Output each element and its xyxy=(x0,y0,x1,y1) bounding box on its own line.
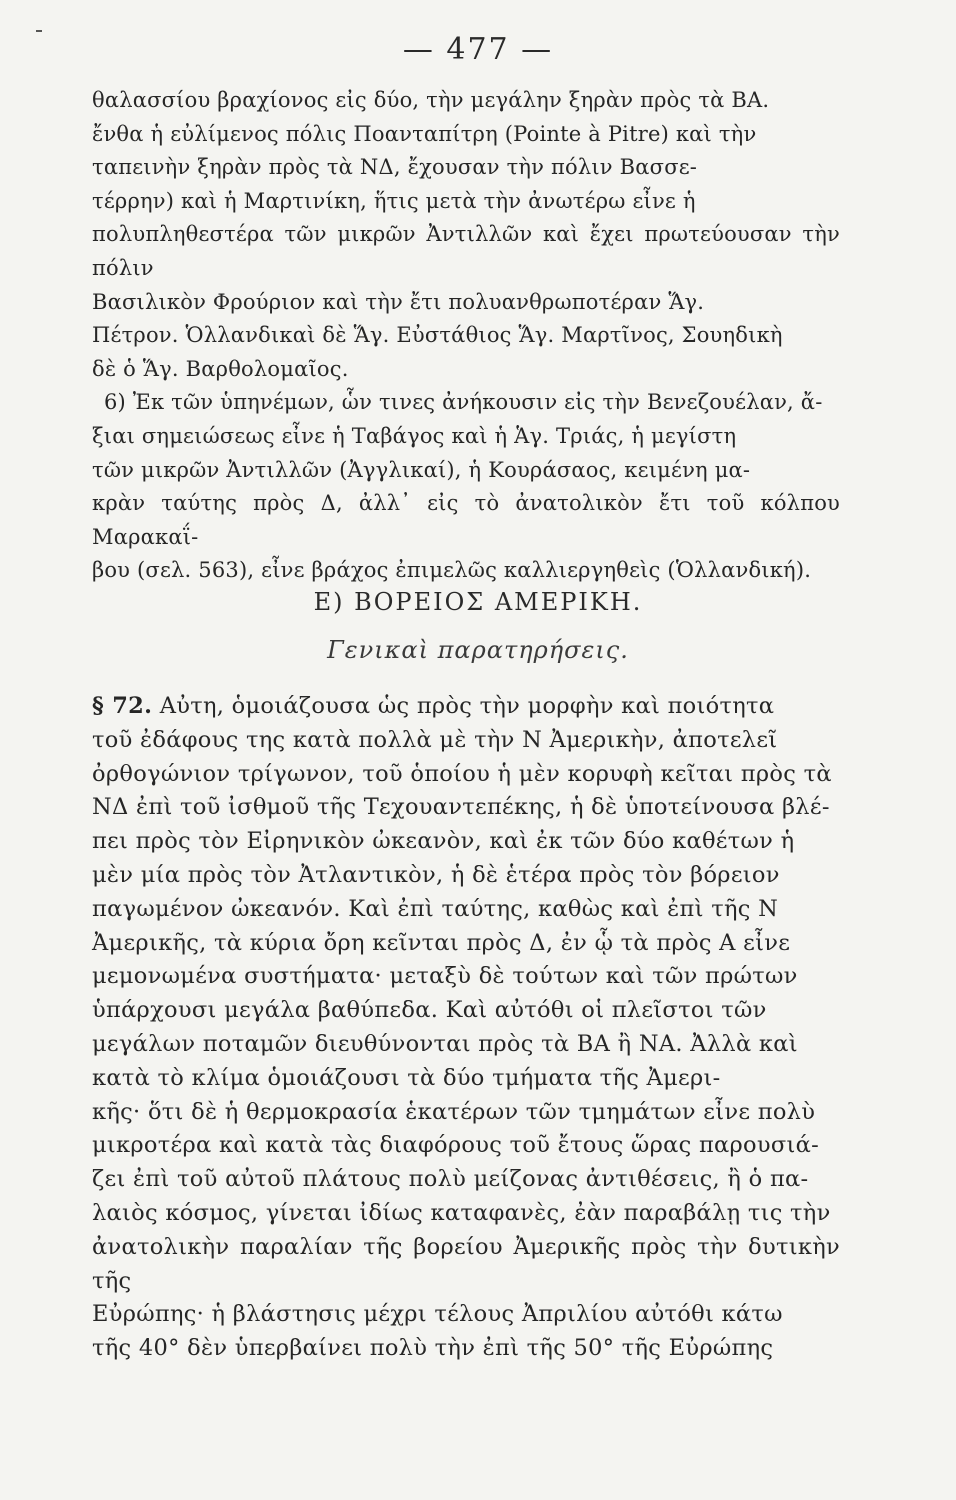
text-line: Βασιλικὸν Φρούριον καὶ τὴν ἔτι πολυανθρωποτέραν Ἅγ. xyxy=(92,289,705,314)
text-line: ΝΔ ἐπὶ τοῦ ἰσθμοῦ τῆς Τεχουαντεπέκης, ἡ δὲ ὑποτείνουσα βλέ- xyxy=(92,794,830,821)
text-line: ἔνθα ἡ εὐλίμενος πόλις Ποανταπίτρη (Pointe à Pitre) καὶ τὴν xyxy=(92,121,757,146)
text-line: Εὐρώπης· ἡ βλάστησις μέχρι τέλους Ἀπριλίου αὐτόθι κάτω xyxy=(92,1301,783,1328)
text-line: ταπεινὴν ξηρὰν πρὸς τὰ ΝΔ, ἔχουσαν τὴν πόλιν Βασσε- xyxy=(92,155,698,180)
text-line: τῶν μικρῶν Ἀντιλλῶν (Ἀγγλικαί), ἡ Κουράσαος, κειμένη μα- xyxy=(92,457,751,482)
text-line: τέρρην) καὶ ἡ Μαρτινίκη, ἥτις μετὰ τὴν ἀνωτέρω εἶνε ἡ xyxy=(92,188,696,213)
text-line: ὑπάρχουσι μεγάλα βαθύπεδα. Καὶ αὐτόθι οἱ πλεῖστοι τῶν xyxy=(92,997,767,1024)
text-line: πολυπληθεστέρα τῶν μικρῶν Ἀντιλλῶν καὶ ἔχει πρωτεύουσαν τὴν πόλιν xyxy=(92,222,840,280)
text-line: ξιαι σημειώσεως εἶνε ἡ Ταβάγος καὶ ἡ Ἁγ. Τριάς, ἡ μεγίστη xyxy=(92,423,737,448)
text-line: τῆς 40° δὲν ὑπερβαίνει πολὺ τὴν ἐπὶ τῆς 50° τῆς Εὐρώπης xyxy=(92,1335,774,1362)
text-line: κρὰν ταύτης πρὸς Δ, ἀλλ᾽ εἰς τὸ ἀνατολικὸν ἔτι τοῦ κόλπου Μαρακαΐ- xyxy=(92,491,840,549)
text-line: κῆς· ὅτι δὲ ἡ θερμοκρασία ἑκατέρων τῶν τμημάτων εἶνε πολὺ xyxy=(92,1098,816,1125)
text-line: βου (σελ. 563), εἶνε βράχος ἐπιμελῶς καλλιεργηθεὶς (Ὁλλανδική). xyxy=(92,558,812,583)
upper-text-block xyxy=(92,84,840,588)
section-heading: Ε) ΒΟΡΕΙΟΣ ΑΜΕΡΙΚΗ. xyxy=(313,588,643,616)
paragraph-number: § 72. xyxy=(92,693,153,719)
text-line-content: Αὐτη, ὁμοιάζουσα ὡς πρὸς τὴν μορφὴν καὶ ποιότητα xyxy=(159,693,775,719)
text-line: κατὰ τὸ κλίμα ὁμοιάζουσι τὰ δύο τμήματα τῆς Ἀμερι- xyxy=(92,1064,721,1091)
text-line: θαλασσίου βραχίονος εἰς δύο, τὴν μεγάλην ξηρὰν πρὸς τὰ ΒΑ. xyxy=(92,88,770,112)
text-line: δὲ ὁ Ἅγ. Βαρθολομαῖος. xyxy=(92,356,349,381)
text-line: πει πρὸς τὸν Εἰρηνικὸν ὠκεανὸν, καὶ ἐκ τῶν δύο καθέτων ἡ xyxy=(92,828,795,855)
text-line: μεγάλων ποταμῶν διευθύνονται πρὸς τὰ ΒΑ ἢ ΝΑ. Ἀλλὰ καὶ xyxy=(92,1030,798,1057)
text-line: παγωμένον ὠκεανόν. Καὶ ἐπὶ ταύτης, καθὼς καὶ ἐπὶ τῆς Ν xyxy=(92,895,779,922)
section-subheading: Γενικαὶ παρατηρήσεις. xyxy=(327,636,629,664)
text-line: ζει ἐπὶ τοῦ αὐτοῦ πλάτους πολὺ μείζονας ἀντιθέσεις, ἢ ὁ πα- xyxy=(92,1166,809,1193)
text-line: Ἀμερικῆς, τὰ κύρια ὄρη κεῖνται πρὸς Δ, ἐν ᾧ τὰ πρὸς Α εἶνε xyxy=(92,929,791,956)
page-number: — 477 — xyxy=(402,32,554,67)
text-line: ἀνατολικὴν παραλίαν τῆς βορείου Ἀμερικῆς πρὸς τὴν δυτικὴν τῆς xyxy=(92,1233,840,1294)
text-line: μὲν μία πρὸς τὸν Ἀτλαντικὸν, ἡ δὲ ἑτέρα πρὸς τὸν βόρειον xyxy=(92,861,780,888)
text-line: τοῦ ἐδάφους της κατὰ πολλὰ μὲ τὴν Ν Ἀμερικὴν, ἀποτελεῖ xyxy=(92,726,778,753)
text-line: ὀρθογώνιον τρίγωνον, τοῦ ὁποίου ἡ μὲν κορυφὴ κεῖται πρὸς τὰ xyxy=(92,760,832,787)
text-line xyxy=(92,690,840,724)
main-text-block xyxy=(92,690,840,1366)
text-line: 6) Ἐκ τῶν ὑπηνέμων, ὧν τινες ἀνήκουσιν εἰς τὴν Βενεζουέλαν, ἄ- xyxy=(104,390,823,415)
text-line: λαιὸς κόσμος, γίνεται ἰδίως καταφανὲς, ἐὰν παραβάλῃ τις τὴν xyxy=(92,1199,831,1226)
text-line: μικροτέρα καὶ κατὰ τὰς διαφόρους τοῦ ἔτους ὥρας παρουσιά- xyxy=(92,1132,820,1159)
text-line: Πέτρον. Ὁλλανδικαὶ δὲ Ἅγ. Εὐστάθιος Ἅγ. Μαρτῖνος, Σουηδικὴ xyxy=(92,323,783,348)
text-line: μεμονωμένα συστήματα· μεταξὺ δὲ τούτων καὶ τῶν πρώτων xyxy=(92,963,798,990)
